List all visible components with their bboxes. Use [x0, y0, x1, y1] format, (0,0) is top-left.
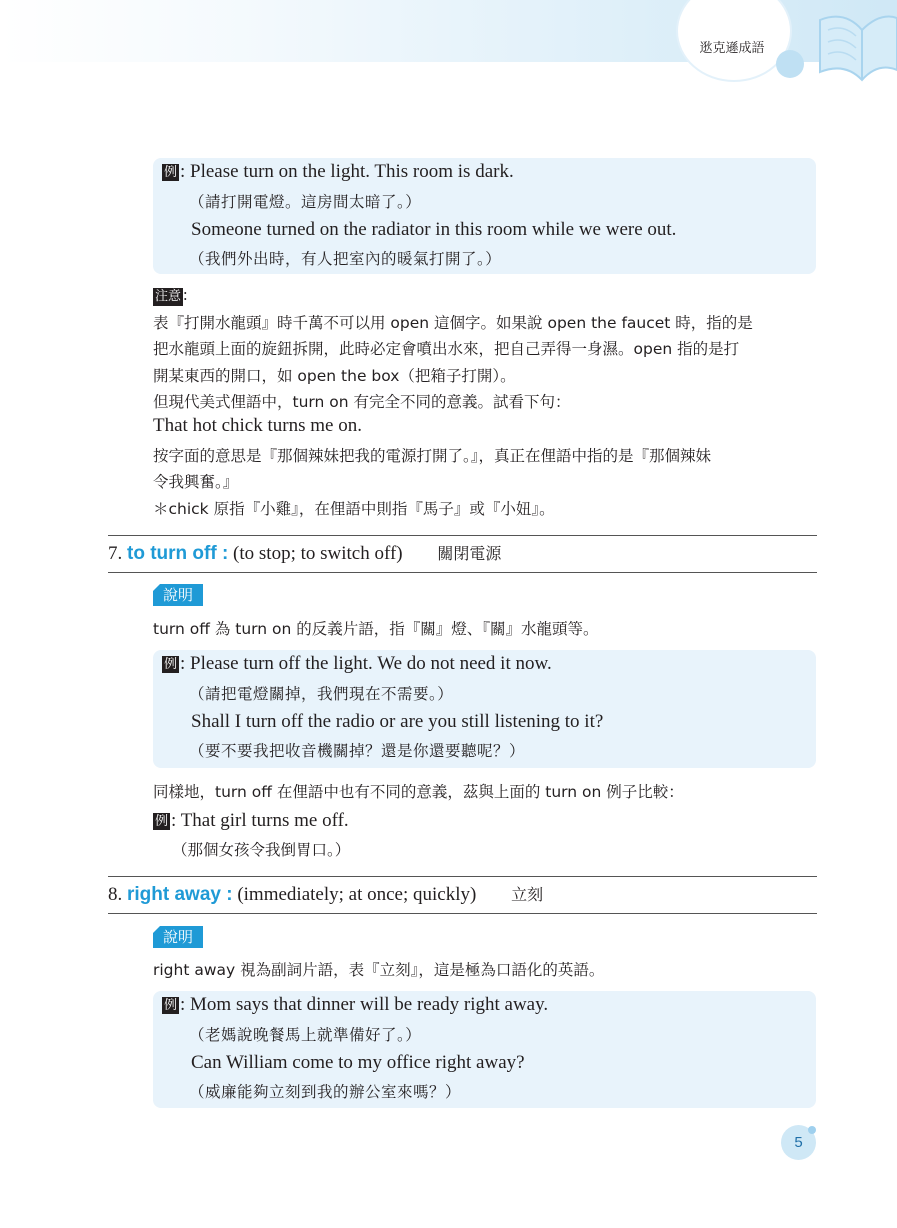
example-translation: （威廉能夠立刻到我的辦公室來嗎？） — [189, 1083, 462, 1101]
example-sentence: Someone turned on the radiator in this room while we were out. — [191, 219, 677, 240]
example-sentence: 例 : Please turn off the light. We do not need it now. — [163, 653, 552, 674]
example-translation: （我們外出時，有人把室內的暖氣打開了。） — [189, 250, 502, 268]
slang-example: 例 : That girl turns me off. — [154, 810, 349, 831]
section-divider — [108, 572, 817, 573]
note-heading: 注意 : — [155, 285, 188, 304]
explanation: turn off 為 turn on 的反義片語，指『關』燈、『關』水龍頭等。 — [153, 620, 599, 638]
phrase: right away : — [127, 884, 233, 905]
example-box-turn-off — [153, 650, 816, 768]
decor-bubble — [776, 50, 804, 78]
meaning-zh: 關閉電源 — [437, 544, 502, 563]
note-line: 表『打開水龍頭』時千萬不可以用 open 這個字。如果說 open the faucet 時，指的是 — [153, 314, 753, 332]
book-title: 逖克遜成語 — [699, 41, 765, 56]
meaning-zh: 立刻 — [511, 885, 544, 904]
section-7-title: 7. to turn off : (to stop; to switch off) 關閉電源 — [108, 543, 502, 564]
example-mark: 例 — [163, 165, 177, 180]
slang-translation: （那個女孩令我倒胃口。） — [172, 841, 351, 859]
open-book-icon — [810, 0, 897, 84]
note-line: 開某東西的開口，如 open the box（把箱子打開）。 — [153, 367, 516, 385]
example-translation: （要不要我把收音機關掉？還是你還要聽呢？） — [189, 742, 526, 760]
definition: (immediately; at once; quickly) — [237, 884, 477, 905]
note-line: 令我興奮。』 — [153, 473, 239, 491]
example-translation: （請打開電燈。這房間太暗了。） — [189, 193, 422, 211]
explain-badge: 說明 — [153, 584, 203, 606]
note-example: That hot chick turns me on. — [153, 415, 362, 436]
note-line: 把水龍頭上面的旋鈕拆開，此時必定會噴出水來，把自己弄得一身濕。open 指的是打 — [153, 340, 740, 358]
compare-text: 同樣地，turn off 在俚語中也有不同的意義，茲與上面的 turn on 例子比較： — [153, 783, 684, 801]
phrase: to turn off : — [127, 543, 229, 564]
note-line: 但現代美式俚語中，turn on 有完全不同的意義。試看下句： — [153, 393, 571, 411]
note-line: 按字面的意思是『那個辣妹把我的電源打開了。』，真正在俚語中指的是『那個辣妹 — [153, 447, 712, 465]
explanation: right away 視為副詞片語，表『立刻』，這是極為口語化的英語。 — [153, 961, 605, 979]
page-number: 5 — [781, 1125, 816, 1160]
example-mark: 例 — [163, 998, 177, 1013]
section-8-title: 8. right away : (immediately; at once; quickly) 立刻 — [108, 884, 544, 905]
section-divider — [108, 535, 817, 536]
section-divider — [108, 876, 817, 877]
example-translation: （老媽說晚餐馬上就準備好了。） — [189, 1026, 422, 1044]
page-number-dot — [808, 1126, 816, 1134]
example-sentence: Shall I turn off the radio or are you still listening to it? — [191, 711, 604, 732]
example-sentence: 例 : Please turn on the light. This room is dark. — [163, 161, 514, 182]
example-translation: （請把電燈關掉，我們現在不需要。） — [189, 685, 454, 703]
example-box-right-away — [153, 991, 816, 1108]
definition: (to stop; to switch off) — [233, 543, 403, 564]
note-mark: 注意 — [155, 289, 182, 304]
section-divider — [108, 913, 817, 914]
example-sentence: 例 : Mom says that dinner will be ready right away. — [163, 994, 549, 1015]
note-line: ＊chick 原指『小雞』，在俚語中則指『馬子』或『小妞』。 — [153, 500, 555, 518]
example-mark: 例 — [154, 814, 168, 829]
explain-badge: 說明 — [153, 926, 203, 948]
example-sentence: Can William come to my office right away? — [191, 1052, 525, 1073]
example-box-turn-on — [153, 158, 816, 274]
example-mark: 例 — [163, 657, 177, 672]
